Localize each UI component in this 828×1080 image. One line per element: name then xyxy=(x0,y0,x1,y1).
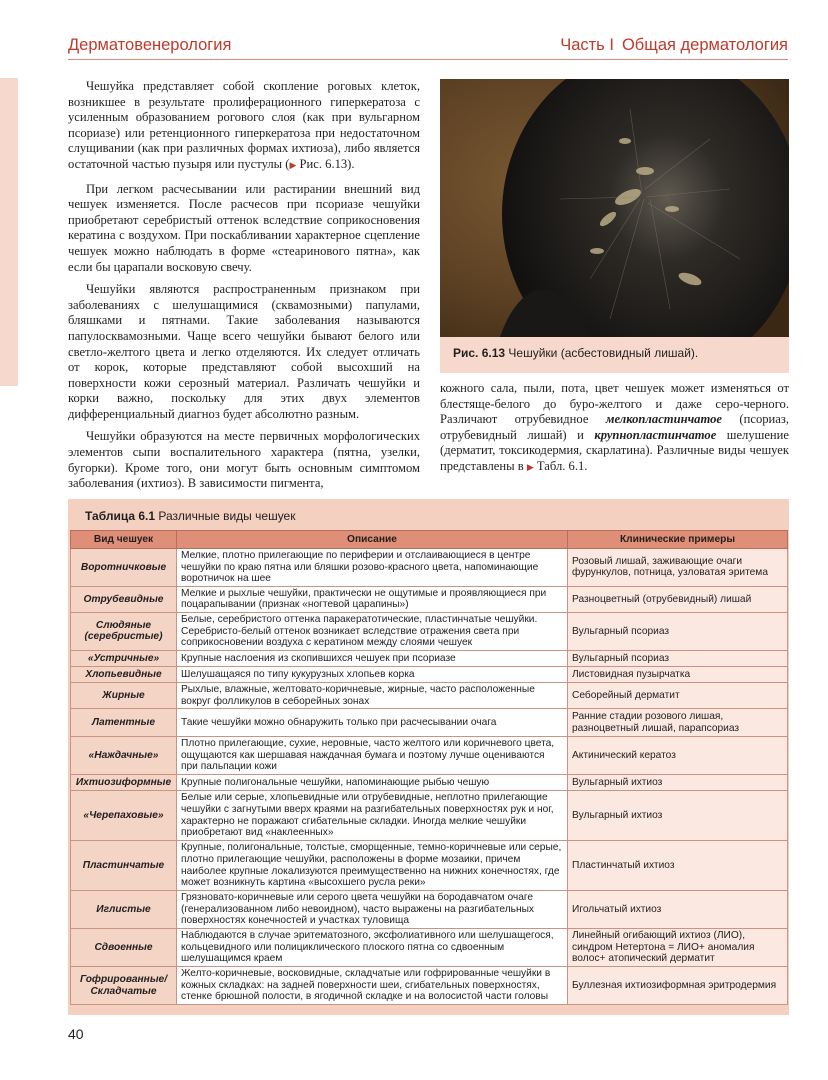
scale-type: «Черепаховые» xyxy=(71,791,177,841)
clinical-examples: Разноцветный (отрубевидный) лишай xyxy=(568,586,788,612)
table-row xyxy=(71,841,788,891)
clinical-examples: Розовый лишай, заживающие очаги фурункулов, потница, узловатая эритема xyxy=(568,549,788,587)
table-row xyxy=(71,967,788,1005)
scale-type: «Устричные» xyxy=(71,650,177,666)
scale-type: Гофрированные/ Складчатые xyxy=(71,967,177,1005)
table-row xyxy=(71,586,788,612)
table-row xyxy=(71,549,788,587)
arrow-icon: ▶ xyxy=(526,462,534,473)
paragraph-1: Чешуйка представляет собой скопление роговых клеток, возникшее в результате пролиферационного гиперкератоза с усиленным образованием рогового слоя (как при вульгарном псориазе) или ретенционного гиперкератоза при недостаточном слущивании (как при различных формах ихтиоза), либо является остаточной частью пузыря или пустулы (▶ Рис. 6.13). xyxy=(68,79,420,171)
table-reference-link[interactable]: Табл. 6.1. xyxy=(536,458,588,473)
column-header-clinical: Клинические примеры xyxy=(568,531,788,549)
term-fine-lamellar: мелкопластинчатое xyxy=(605,412,722,427)
paragraph-2: При легком расчесывании или растирании внешний вид чешуек изменяется. После расчесов при псориазе чешуйки приобретают серебристый оттенок вследствие соприкосновения кератина с воздухом. При поскабливании характерное сцепление чешуек можно наблюдать в форме «стеаринового пятна», как если бы царапали восковую свечу. xyxy=(68,181,420,274)
scale-description: Белые, серебристого оттенка паракератотические, пластинчатые чешуйки. Серебристо-белый оттенок возникает вследствие отражения света при соприкосновении воздуха с кератином между слоями чешуек xyxy=(177,612,568,650)
right-text-column: кожного сала, пыли, пота, цвет чешуек может изменяться от блестяще-белого до буро-желтого и даже серо-черного. Различают отрубевидное мелкопластинчатое (псориаз, отрубевидный лишай) и крупнопластинчатое шелушение (дерматит, токсикодермия, скарлатина). Различные виды чешуек представлены в ▶ Табл. 6.1. xyxy=(440,381,789,473)
paragraph-3: Чешуйки являются распространенным признаком при заболеваниях с шелушащимися (сквамозными) папулами, бляшками и пятнами. Такие заболевания называются папулосквамозными. Чаще всего чешуйки бывают белого или светло-желтого цвета и легко отделяются. Их следует отличать от корок, которые представляют собой высохший на поверхности кожи серозный материал. Различать чешуйки и корки важно, поскольку для этих двух элементов дифференциальный диагноз будет абсолютно разным. xyxy=(68,282,420,421)
paragraph-4: Чешуйки образуются на месте первичных морфологических элементов сыпи воспалительного характера (пятна, узелки, бугорки). Кроме того, они могут быть основным симптомом заболевания (ихтиоз). В зависимости пигмента, xyxy=(68,429,420,491)
clinical-examples: Вульгарный псориаз xyxy=(568,612,788,650)
scale-type: «Наждачные» xyxy=(71,737,177,775)
figure-6-13 xyxy=(440,79,789,373)
scale-description: Мелкие и рыхлые чешуйки, практически не ощутимые и проявляющиеся при поцарапывании (признак «ногтевой царапины») xyxy=(177,586,568,612)
scale-description: Такие чешуйки можно обнаружить только при расчесывании очага xyxy=(177,709,568,737)
running-header-title: Общая дерматология xyxy=(621,36,788,54)
scale-description: Крупные наслоения из скопившихся чешуек при псориазе xyxy=(177,650,568,666)
figure-caption-text: Чешуйки (асбестовидный лишай). xyxy=(508,346,699,360)
running-header-right xyxy=(560,36,788,55)
scale-type: Латентные xyxy=(71,709,177,737)
column-header-type: Вид чешуек xyxy=(71,531,177,549)
arrow-icon: ▶ xyxy=(289,160,297,171)
table-title xyxy=(85,509,295,523)
table-row xyxy=(71,650,788,666)
table-row xyxy=(71,709,788,737)
table-row xyxy=(71,737,788,775)
scale-description: Крупные полигональные чешуйки, напоминающие рыбью чешую xyxy=(177,775,568,791)
table-row xyxy=(71,612,788,650)
figure-label: Рис. 6.13 xyxy=(453,346,506,360)
running-header-part: Часть I xyxy=(560,36,614,54)
figure-caption xyxy=(453,346,698,360)
table-row xyxy=(71,666,788,682)
table-title-text: Различные виды чешуек xyxy=(158,509,296,523)
scale-type: Отрубевидные xyxy=(71,586,177,612)
page-edge-strip xyxy=(0,78,18,386)
scale-description: Мелкие, плотно прилегающие по периферии и отслаивающиеся в центре чешуйки по краю пятна или бляшки розово-красного цвета, напоминающие воротничок на шее xyxy=(177,549,568,587)
table-row xyxy=(71,775,788,791)
term-coarse-lamellar: крупнопластинчатое xyxy=(594,427,717,442)
clinical-examples: Буллезная ихтиозиформная эритродермия xyxy=(568,967,788,1005)
scale-type: Хлопьевидные xyxy=(71,666,177,682)
scale-description: Крупные, полигональные, толстые, сморщенные, темно-коричневые или серые, плотно прилегающие чешуйки, расположены в форме мозаики, причем наиболее крупные локализуются преимущественно на нижних конечностях, где может возникнуть картина «высохшего русла реки» xyxy=(177,841,568,891)
clinical-examples: Вульгарный ихтиоз xyxy=(568,791,788,841)
scale-type: Слюдяные (серебристые) xyxy=(71,612,177,650)
table-row xyxy=(71,929,788,967)
clinical-examples: Актинический кератоз xyxy=(568,737,788,775)
clinical-examples: Вульгарный псориаз xyxy=(568,650,788,666)
scale-description: Белые или серые, хлопьевидные или отрубевидные, неплотно прилегающие чешуйки с загнутыми вверх краями на разгибательных поверхностях рук и ног, характерно не поражают сгибательные складки. Иногда мелкие чешуйки приобретают вид «наклеенных» xyxy=(177,791,568,841)
scale-description: Плотно прилегающие, сухие, неровные, часто желтого или коричневого цвета, ощущаются как шершавая наждачная бумага и поэтому лучше оцениваются при пальпации кожи xyxy=(177,737,568,775)
clinical-examples: Вульгарный ихтиоз xyxy=(568,775,788,791)
running-header-left: Дерматовенерология xyxy=(68,36,232,54)
figure-reference-link[interactable]: Рис. 6.13). xyxy=(299,156,355,171)
scalp-photo xyxy=(440,79,789,337)
clinical-examples: Линейный огибающий ихтиоз (ЛИО), синдром Нетертона = ЛИО+ аномалия волос+ атопический дерматит xyxy=(568,929,788,967)
scale-type: Ихтиозиформные xyxy=(71,775,177,791)
clinical-examples: Себорейный дерматит xyxy=(568,682,788,708)
left-text-column xyxy=(68,79,420,499)
scale-description: Наблюдаются в случае эритематозного, эксфолиативного или шелушащегося, кольцевидного или полициклического плоского пятна со сдвоенным шелушащимся краем xyxy=(177,929,568,967)
scale-type: Воротничковые xyxy=(71,549,177,587)
scale-description: Шелушащаяся по типу кукурузных хлопьев корка xyxy=(177,666,568,682)
scale-type: Иглистые xyxy=(71,891,177,929)
scales-table xyxy=(70,530,788,1005)
clinical-examples: Пластинчатый ихтиоз xyxy=(568,841,788,891)
table-row xyxy=(71,682,788,708)
table-header-row xyxy=(71,531,788,549)
scale-description: Рыхлые, влажные, желтовато-коричневые, жирные, часто расположенные вокруг фолликулов в себорейных зонах xyxy=(177,682,568,708)
page-number: 40 xyxy=(68,1026,84,1042)
scale-description: Грязновато-коричневые или серого цвета чешуйки на бородавчатом очаге (генерализованном либо невоидном), часто выражены на разгибательных поверхностях конечностей и участках туловища xyxy=(177,891,568,929)
header-rule xyxy=(68,59,788,60)
scale-type: Жирные xyxy=(71,682,177,708)
table-row xyxy=(71,791,788,841)
table-label: Таблица 6.1 xyxy=(85,509,156,523)
scale-description: Желто-коричневые, восковидные, складчатые или гофрированные чешуйки в кожных складках: на задней поверхности шеи, сгибательных поверхностях, стенке брюшной полости, в ягодичной складке и на волосистой части головы xyxy=(177,967,568,1005)
column-header-description: Описание xyxy=(177,531,568,549)
scale-type: Сдвоенные xyxy=(71,929,177,967)
table-row xyxy=(71,891,788,929)
clinical-examples: Листовидная пузырчатка xyxy=(568,666,788,682)
clinical-examples: Ранние стадии розового лишая, разноцветный лишай, парапсориаз xyxy=(568,709,788,737)
scale-type: Пластинчатые xyxy=(71,841,177,891)
clinical-examples: Игольчатый ихтиоз xyxy=(568,891,788,929)
